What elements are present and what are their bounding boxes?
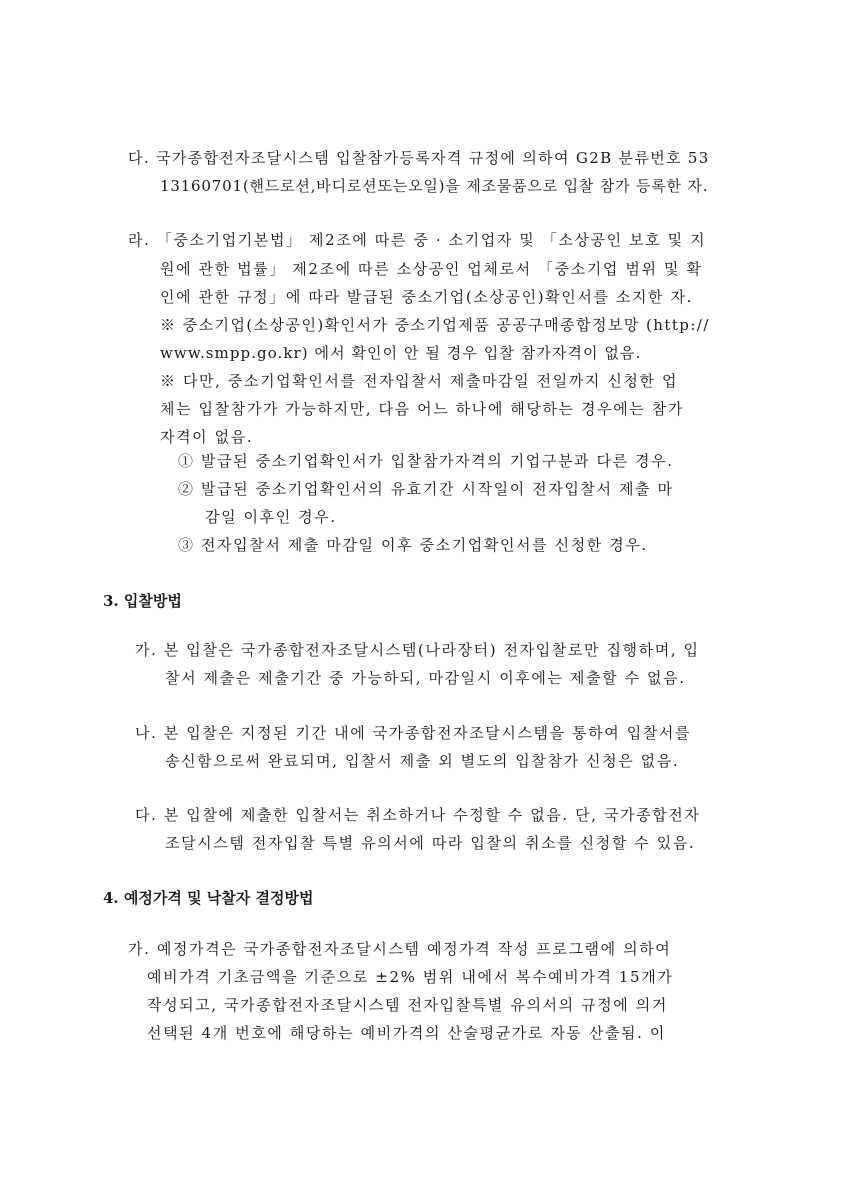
eligibility-note-2-line-1: ※ 다만, 중소기업확인서를 전자입찰서 제출마감일 전일까지 신청한 업: [160, 372, 679, 390]
eligibility-item-ra-line-1: 라. 「중소기업기본법」 제2조에 따른 중 · 소기업자 및 「소상공인 보호 및 지: [128, 231, 707, 249]
section-3-item-da-line-2: 조달시스템 전자입찰 특별 유의서에 따라 입찰의 취소를 신청할 수 있음.: [165, 834, 696, 852]
eligibility-item-da-line-2: 13160701(핸드로션,바디로션또는오일)을 제조물품으로 입찰 참가 등록한 자.: [160, 177, 709, 195]
condition-1: ① 발급된 중소기업확인서가 입찰참가자격의 기업구분과 다른 경우.: [178, 452, 674, 470]
eligibility-note-2-line-2: 체는 입찰참가가 가능하지만, 다음 어느 하나에 해당하는 경우에는 참가: [160, 400, 684, 418]
eligibility-note-1-line-2: www.smpp.go.kr) 에서 확인이 안 될 경우 입찰 참가자격이 없음.: [160, 344, 642, 362]
eligibility-item-ra-line-2: 원에 관한 법률」 제2조에 따른 소상공인 업체로서 「중소기업 범위 및 확: [160, 260, 703, 278]
condition-2-line-1: ② 발급된 중소기업확인서의 유효기간 시작일이 전자입찰서 제출 마: [178, 480, 674, 498]
condition-2-line-2: 감일 이후인 경우.: [205, 508, 337, 526]
section-4-heading: 4. 예정가격 및 낙찰자 결정방법: [103, 889, 314, 907]
section-3-item-na-line-1: 나. 본 입찰은 지정된 기간 내에 국가종합전자조달시스템을 통하여 입찰서를: [135, 724, 692, 742]
eligibility-note-1-line-1: ※ 중소기업(소상공인)확인서가 중소기업제품 공공구매종합정보망 (http://: [160, 316, 710, 334]
section-4-item-ga-line-4: 선택된 4개 번호에 해당하는 예비가격의 산술평균가로 자동 산출됨. 이: [147, 1024, 666, 1042]
section-4-item-ga-line-3: 작성되고, 국가종합전자조달시스템 전자입찰특별 유의서의 규정에 의거: [147, 996, 668, 1014]
section-3-heading: 3. 입찰방법: [103, 592, 182, 610]
eligibility-item-da-line-1: 다. 국가종합전자조달시스템 입찰참가등록자격 규정에 의하여 G2B 분류번호 53: [128, 149, 710, 167]
section-3-item-na-line-2: 송신함으로써 완료되며, 입찰서 제출 외 별도의 입찰참가 신청은 없음.: [165, 752, 680, 770]
condition-3: ③ 전자입찰서 제출 마감일 이후 중소기업확인서를 신청한 경우.: [178, 536, 648, 554]
section-3-item-da-line-1: 다. 본 입찰에 제출한 입찰서는 취소하거나 수정할 수 없음. 단, 국가종합전자: [135, 806, 701, 824]
section-3-item-ga-line-2: 찰서 제출은 제출기간 중 가능하되, 마감일시 이후에는 제출할 수 없음.: [165, 669, 686, 687]
section-4-item-ga-line-1: 가. 예정가격은 국가종합전자조달시스템 예정가격 작성 프로그램에 의하여: [128, 940, 672, 958]
section-3-item-ga-line-1: 가. 본 입찰은 국가종합전자조달시스템(나라장터) 전자입찰로만 집행하며, 입: [135, 641, 700, 659]
eligibility-note-2-line-3: 자격이 없음.: [160, 428, 254, 446]
section-4-item-ga-line-2: 예비가격 기초금액을 기준으로 ±2% 범위 내에서 복수예비가격 15개가: [147, 968, 674, 986]
eligibility-item-ra-line-3: 인에 관한 규정」에 따라 발급된 중소기업(소상공인)확인서를 소지한 자.: [160, 288, 693, 306]
